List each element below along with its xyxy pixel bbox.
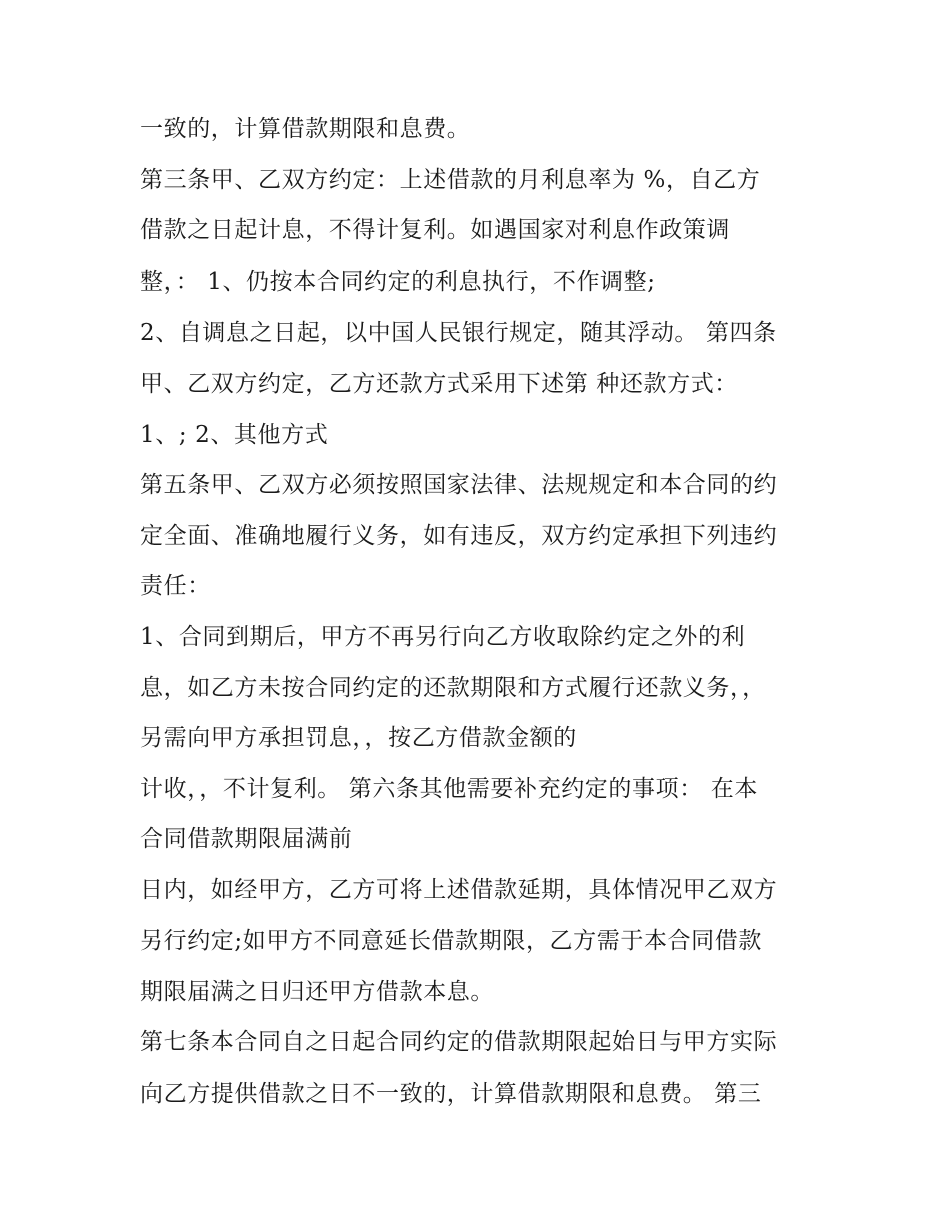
text-line: 第三条甲、乙双方约定：上述借款的月利息率为 %，自乙方 [140,167,761,193]
text-line: 息，如乙方未按合同约定的还款期限和方式履行还款义务，， [140,675,766,701]
text-line: 2、自调息之日起，以中国人民银行规定，随其浮动。 第四条 [140,320,777,346]
text-line: 日内，如经甲方，乙方可将上述借款延期，具体情况甲乙双方 [140,877,778,903]
text-line: 1、; 2、其他方式 [140,422,329,448]
text-line: 第五条甲、乙双方必须按照国家法律、法规规定和本合同的约 [140,472,778,498]
text-line: 借款之日起计息，不得计复利。如遇国家对利息作政策调 [140,217,730,243]
text-line: 合同借款期限届满前 [140,826,353,852]
text-line: 整，： 1、仍按本合同约定的利息执行，不作调整; [140,269,656,295]
text-line: 定全面、准确地履行义务，如有违反，双方约定承担下列违约 [140,523,778,549]
text-line: 向乙方提供借款之日不一致的，计算借款期限和息费。 第三 [140,1081,762,1107]
text-line: 甲、乙双方约定，乙方还款方式采用下述第 种还款方式： [140,371,738,397]
text-line: 一致的，计算借款期限和息费。 [140,116,471,142]
text-line: 另需向甲方承担罚息，，按乙方借款金额的 [140,725,577,751]
text-line: 第七条本合同自之日起合同约定的借款期限起始日与甲方实际 [140,1029,778,1055]
text-line: 责任： [140,573,211,599]
text-line: 期限届满之日归还甲方借款本息。 [140,979,494,1005]
text-line: 另行约定;如甲方不同意延长借款期限，乙方需于本合同借款 [140,928,762,954]
text-line: 1、合同到期后，甲方不再另行向乙方收取除约定之外的利 [140,624,746,650]
text-line: 计收，，不计复利。 第六条其他需要补充约定的事项： 在本 [140,776,758,802]
